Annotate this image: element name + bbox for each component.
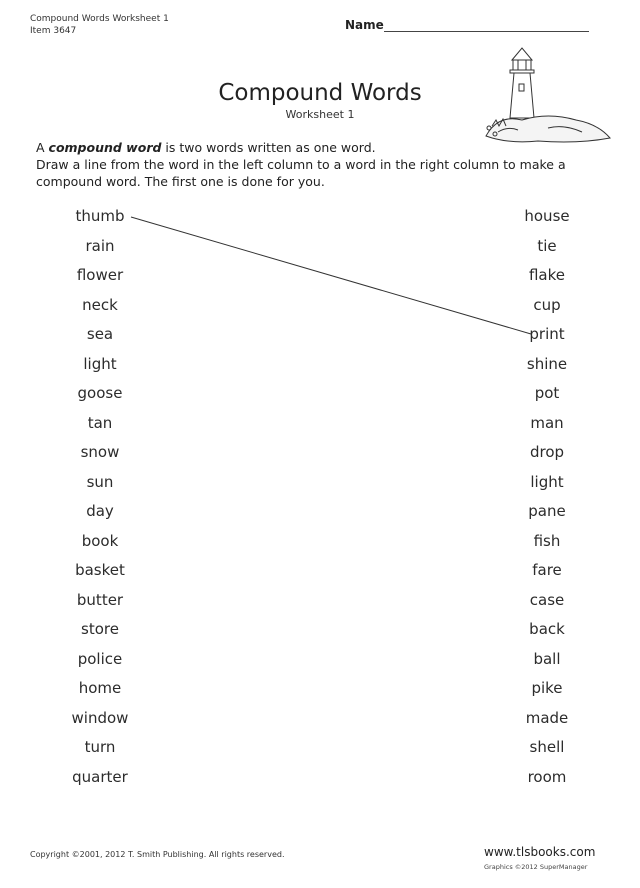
left-word[interactable]: rain [85, 237, 115, 255]
website-link[interactable]: www.tlsbooks.com [484, 845, 596, 859]
right-word[interactable]: pane [528, 502, 566, 520]
left-word[interactable]: snow [80, 443, 120, 461]
worksheet-reference: Compound Words Worksheet 1 [30, 14, 169, 24]
copyright-notice: Copyright ©2001, 2012 T. Smith Publishing. All rights reserved. [30, 850, 285, 859]
left-word[interactable]: store [81, 620, 119, 638]
name-label: Name [345, 18, 384, 32]
item-number: Item 3647 [30, 26, 77, 36]
right-word[interactable]: light [530, 473, 564, 491]
page-title: Compound Words [218, 80, 422, 106]
left-word[interactable]: window [71, 709, 129, 727]
left-word[interactable]: thumb [75, 207, 125, 225]
right-word[interactable]: shine [526, 355, 568, 373]
right-word[interactable]: man [530, 414, 564, 432]
graphics-credit: Graphics ©2012 SuperManager [484, 863, 588, 871]
left-word[interactable]: sea [86, 325, 114, 343]
right-word[interactable]: print [529, 325, 565, 343]
left-word[interactable]: basket [75, 561, 125, 579]
left-word[interactable]: turn [84, 738, 116, 756]
right-word[interactable]: shell [529, 738, 565, 756]
left-word[interactable]: police [77, 650, 123, 668]
left-word[interactable]: goose [77, 384, 123, 402]
left-word[interactable]: flower [76, 266, 124, 284]
left-word[interactable]: quarter [72, 768, 128, 786]
left-word[interactable]: neck [82, 296, 118, 314]
right-word[interactable]: case [529, 591, 565, 609]
left-word[interactable]: tan [87, 414, 113, 432]
left-word[interactable]: sun [86, 473, 114, 491]
right-word[interactable]: made [525, 709, 569, 727]
right-word[interactable]: pike [531, 679, 563, 697]
right-word[interactable]: room [527, 768, 567, 786]
left-word[interactable]: butter [76, 591, 124, 609]
right-word[interactable]: ball [533, 650, 561, 668]
right-word[interactable]: drop [529, 443, 565, 461]
instruction-line: compound word. The first one is done for you. [36, 174, 325, 189]
definition-line: A compound word is two words written as one word. [36, 140, 376, 155]
right-word[interactable]: fish [533, 532, 561, 550]
left-word[interactable]: light [83, 355, 117, 373]
left-word[interactable]: book [81, 532, 119, 550]
right-word[interactable]: back [529, 620, 565, 638]
right-word[interactable]: flake [528, 266, 566, 284]
left-word[interactable]: day [86, 502, 114, 520]
right-word[interactable]: fare [532, 561, 562, 579]
left-word[interactable]: home [78, 679, 122, 697]
page-subtitle: Worksheet 1 [285, 108, 355, 121]
instruction-line: Draw a line from the word in the left column to a word in the right column to make a [36, 157, 566, 172]
right-word[interactable]: cup [533, 296, 561, 314]
right-word[interactable]: pot [534, 384, 560, 402]
right-word[interactable]: house [524, 207, 570, 225]
right-word[interactable]: tie [537, 237, 557, 255]
